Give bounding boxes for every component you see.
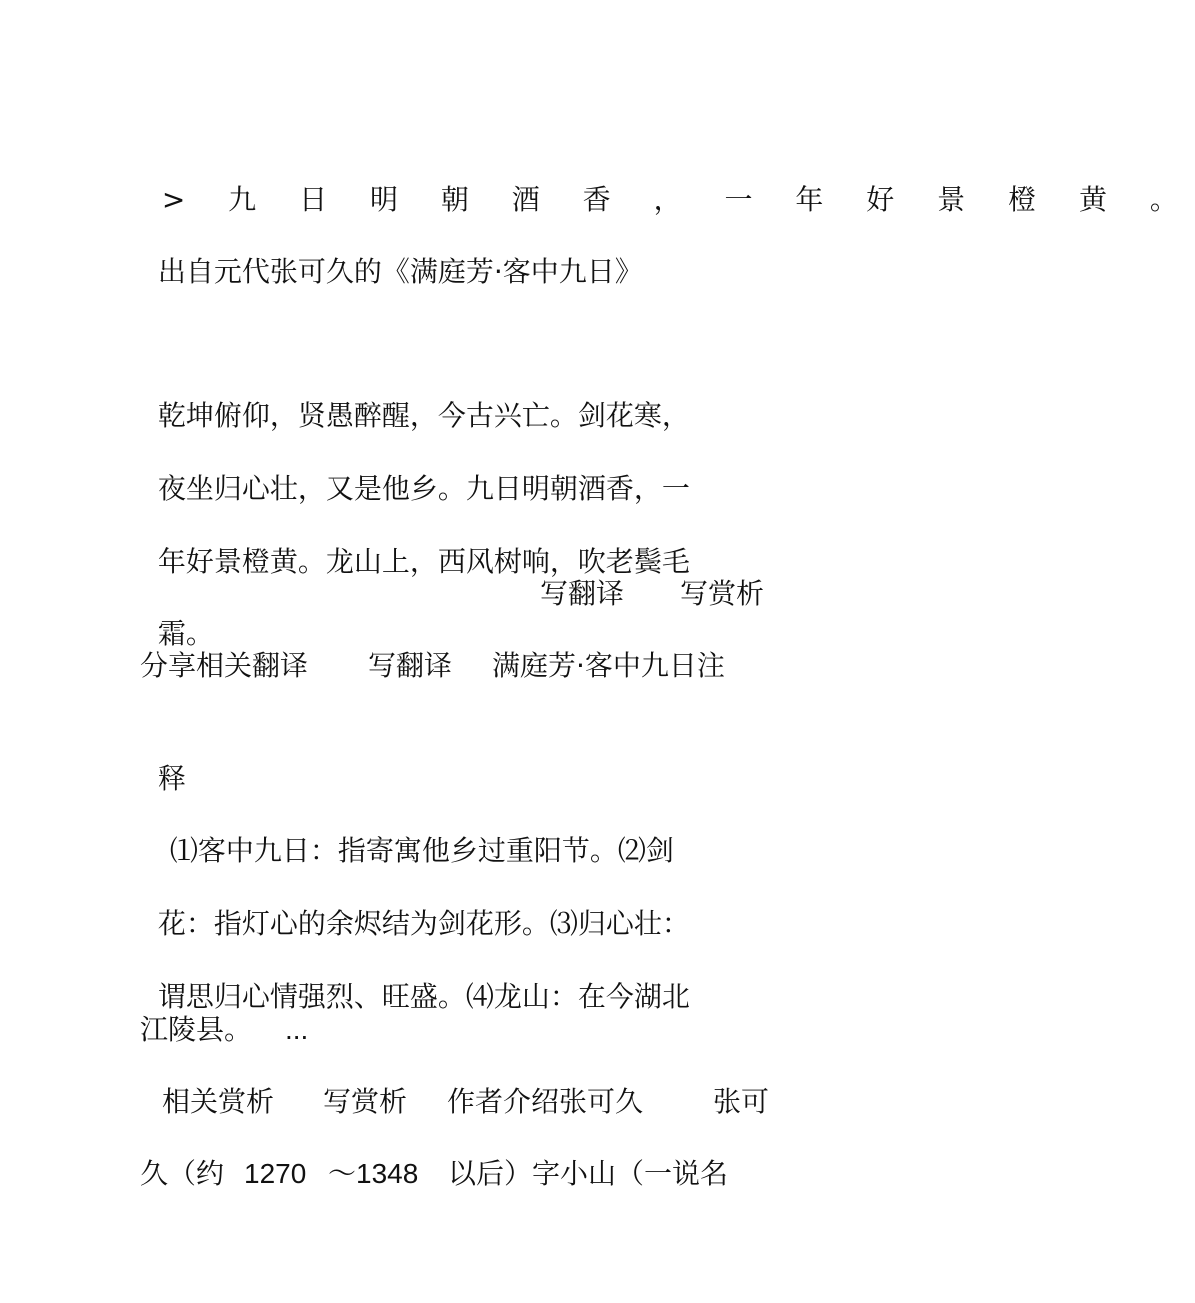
author-text-start: 张可 [713,1085,770,1118]
note-text: 谓思归心情强烈、旺盛。⑷龙山：在今湖北 [157,980,690,1013]
author-intro-heading: 作者介绍张可久 [447,1085,644,1118]
write-appreciation-link-2[interactable]: 写赏析 [323,1085,408,1118]
quote-text: > 九 日 明 朝 酒 香 ， 一 年 好 景 橙 黄 。 [161,183,1195,216]
note-line-3 [140,937,690,1017]
poem-text: 夜坐归心壮，又是他乡。九日明朝酒香，一 [157,472,690,505]
note-line-2 [140,864,690,944]
write-translation-link[interactable]: 写翻译 [540,577,625,610]
poem-text: 乾坤俯仰，贤愚醉醒，今古兴亡。剑花寒， [157,399,690,432]
poem-line-1 [140,356,690,436]
poem-line-2 [140,429,690,509]
note-line-1 [152,791,674,871]
more-link[interactable]: ... [285,1014,309,1045]
note-text: ⑴客中九日：指寄寓他乡过重阳节。⑵剑 [169,834,674,867]
author-text-a: 久（约 [140,1157,225,1190]
share-translation-link[interactable]: 分享相关翻译 [140,649,309,682]
note-line-4: 江陵县。 [140,1013,253,1046]
author-text-b: 以后）字小山（一说名 [448,1157,729,1190]
write-translation-link-2[interactable]: 写翻译 [368,649,453,682]
notes-heading: 满庭芳·客中九日注 [492,649,725,682]
notes-heading-cont [140,719,186,799]
source-line [140,212,643,292]
related-appreciation-link[interactable]: 相关赏析 [162,1085,275,1118]
poem-line-3 [140,502,690,582]
poem-text: 年好景橙黄。龙山上，西风树响，吹老鬓毛 [157,545,690,578]
notes-heading-text: 释 [157,762,186,795]
quote-line [140,140,1195,220]
death-year: ～1348 [328,1158,419,1189]
write-appreciation-link[interactable]: 写赏析 [680,577,765,610]
birth-year: 1270 [244,1158,307,1189]
note-text: 花：指灯心的余烬结为剑花形。⑶归心壮： [157,907,690,940]
source-text: 出自元代张可久的《满庭芳·客中九日》 [157,255,643,288]
poem-text: 霜。 [157,617,214,650]
